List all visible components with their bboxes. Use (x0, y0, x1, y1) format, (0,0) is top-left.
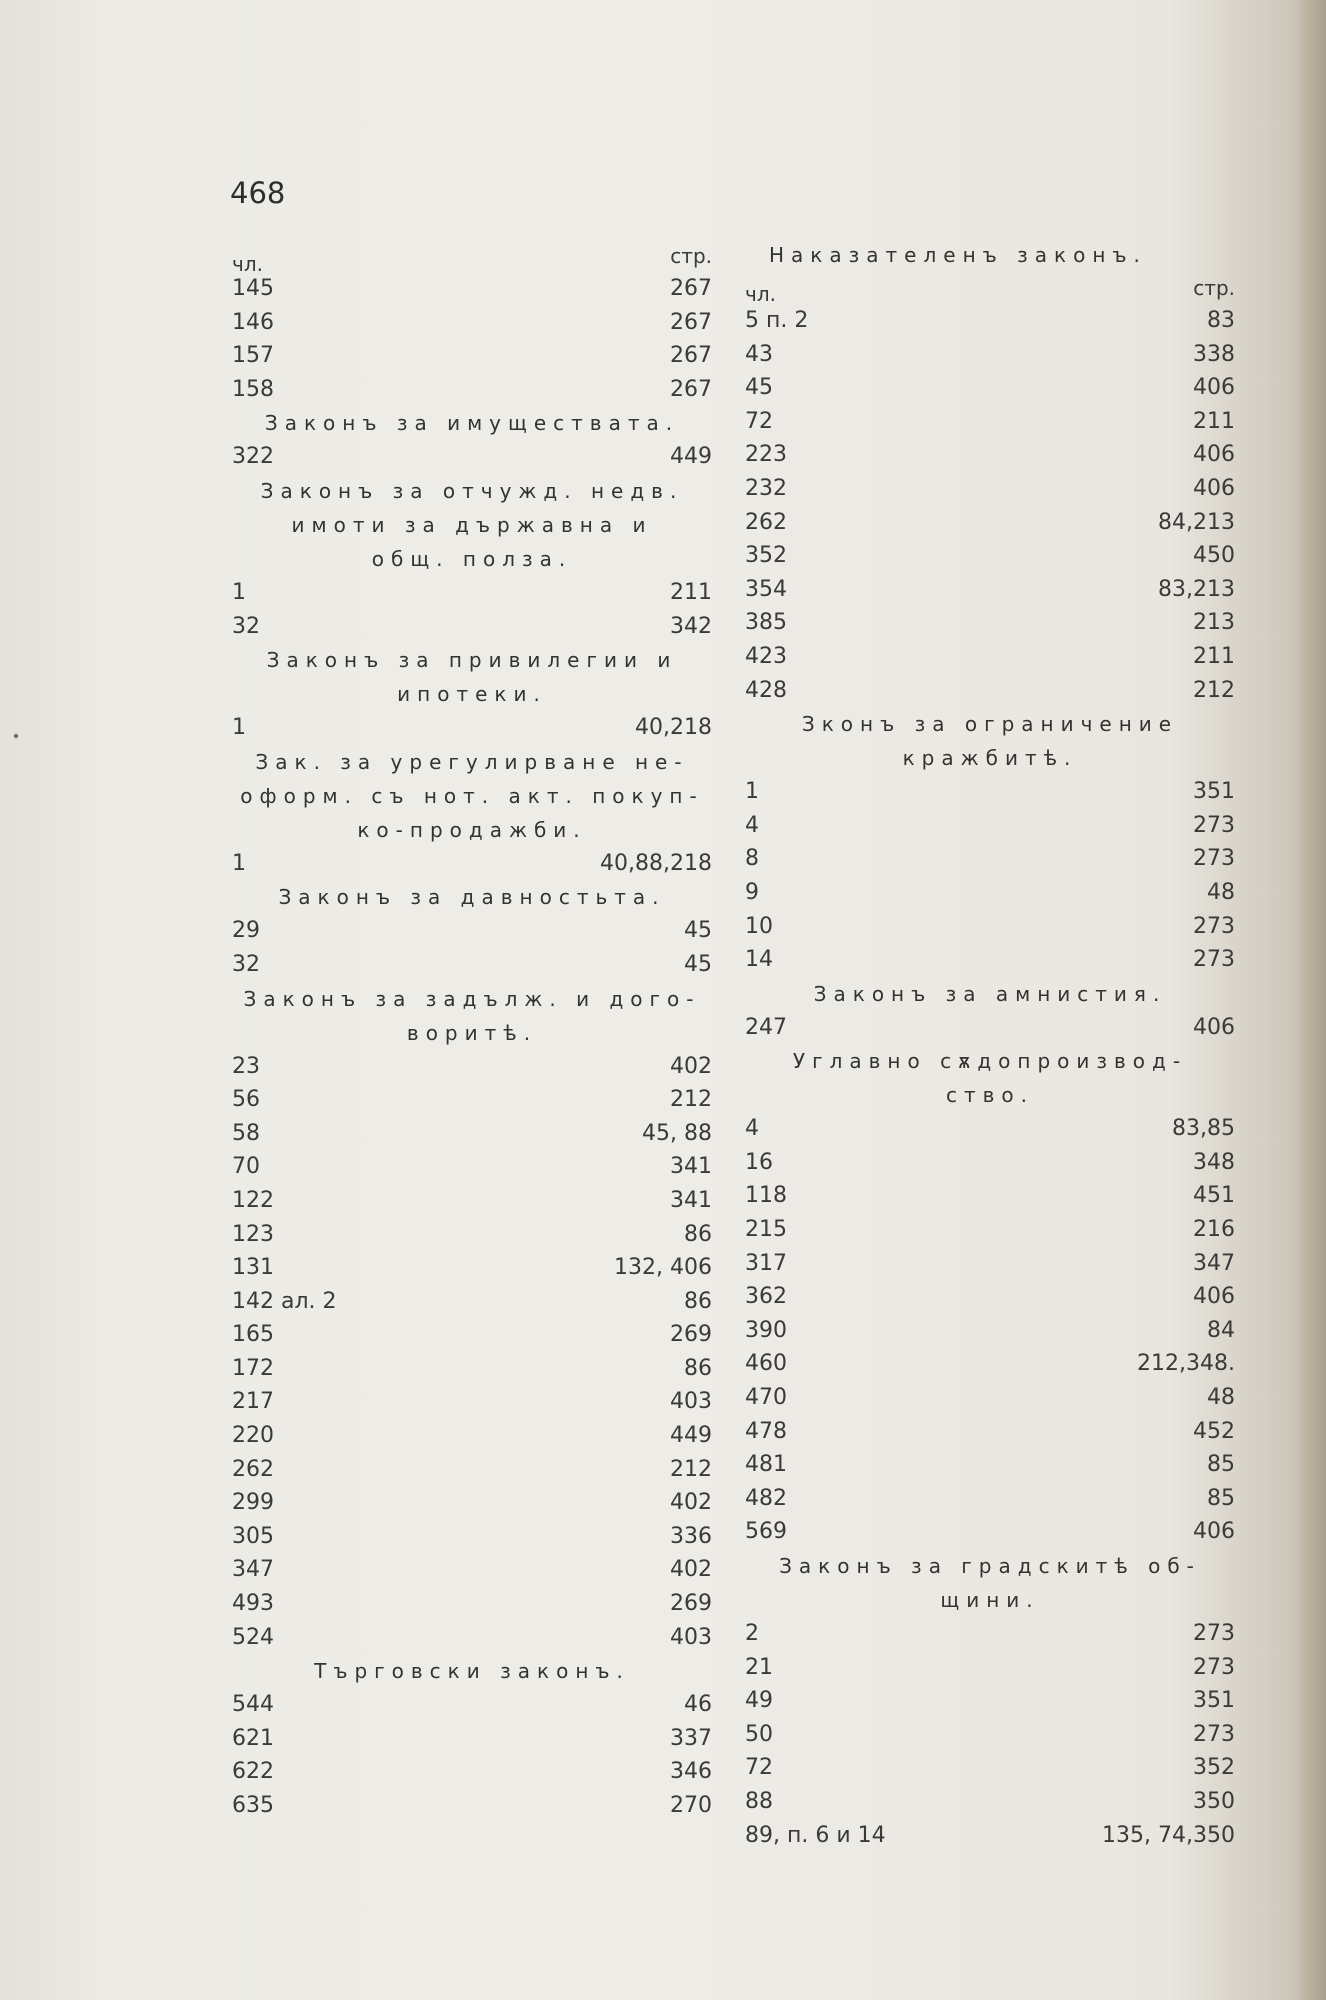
index-entry (745, 775, 1235, 809)
page-reference: 273 (1193, 846, 1235, 872)
page-reference: 273 (1193, 1621, 1235, 1646)
index-entry (745, 1785, 1235, 1819)
article-number: 215 (745, 1217, 787, 1243)
index-entry (232, 1419, 712, 1453)
page-reference: 216 (1193, 1217, 1235, 1243)
index-entry (232, 576, 712, 610)
law-heading-line: Законъ за задълж. и дого- (243, 986, 701, 1011)
article-number: 16 (745, 1149, 773, 1175)
article-number: 262 (232, 1456, 274, 1482)
page-reference: 406 (1193, 442, 1235, 468)
index-entry (232, 1050, 712, 1084)
article-number: 322 (232, 444, 274, 470)
page-reference: 273 (1193, 1654, 1235, 1680)
page-reference: 132, 406 (614, 1255, 712, 1281)
page-reference: 211 (1193, 408, 1235, 434)
article-number: 131 (232, 1255, 274, 1281)
index-entry (745, 943, 1235, 977)
page-reference: 86 (684, 1355, 712, 1381)
article-number: 1 (232, 850, 246, 876)
article-header: чл. (232, 252, 263, 276)
article-number: 2 (745, 1621, 759, 1646)
law-heading-line: Зак. за урегулирване не- (255, 749, 689, 774)
article-number: 32 (232, 951, 260, 977)
article-number: 23 (232, 1053, 260, 1079)
page-reference: 46 (684, 1692, 712, 1718)
index-entry (745, 1381, 1235, 1415)
index-entry (232, 1486, 712, 1520)
article-number: 118 (745, 1183, 787, 1209)
index-entry (232, 272, 712, 306)
index-entry (745, 573, 1235, 607)
page-reference: 452 (1193, 1418, 1235, 1444)
page-reference: 346 (670, 1759, 712, 1785)
book-spine-shadow (1300, 0, 1326, 2000)
law-heading-line: ство. (945, 1083, 1035, 1108)
index-entry (745, 1515, 1235, 1549)
page-reference: 40,88,218 (600, 850, 712, 876)
law-heading-line: Законъ за амнистия. (813, 981, 1167, 1006)
right-index-entries (745, 304, 1235, 1852)
article-number: 524 (232, 1624, 274, 1650)
page-reference: 45, 88 (642, 1120, 712, 1146)
index-entry (232, 914, 712, 948)
page-reference: 273 (1193, 913, 1235, 939)
index-entry (745, 842, 1235, 876)
left-index-entries (232, 272, 712, 1823)
index-entry (232, 847, 712, 881)
article-number: 569 (745, 1519, 787, 1545)
index-entry (232, 711, 712, 745)
page-reference: 84,213 (1158, 509, 1235, 535)
article-number: 470 (745, 1385, 787, 1411)
index-entry (232, 1453, 712, 1487)
index-entry (232, 1218, 712, 1252)
article-number: 123 (232, 1221, 274, 1247)
law-heading-line: Търговски законъ. (314, 1659, 630, 1684)
article-number: 142 ал. 2 (232, 1288, 337, 1314)
article-number: 45 (745, 375, 773, 401)
index-entry (745, 1112, 1235, 1146)
index-entry (232, 373, 712, 407)
article-number: 347 (232, 1557, 274, 1583)
left-index-column (232, 240, 712, 1823)
article-number: 146 (232, 309, 274, 335)
page-reference: 406 (1193, 1519, 1235, 1545)
article-number: 317 (745, 1250, 787, 1276)
law-heading-line: Законъ за градскитѣ об- (779, 1554, 1201, 1578)
right-index-column (745, 238, 1235, 1852)
article-number: 460 (745, 1351, 787, 1377)
page-reference: 402 (670, 1557, 712, 1583)
index-entry (232, 1621, 712, 1655)
article-number: 362 (745, 1284, 787, 1310)
page-reference: 45 (684, 951, 712, 977)
article-number: 10 (745, 913, 773, 939)
index-entry (745, 405, 1235, 439)
article-number: 172 (232, 1355, 274, 1381)
article-number: 217 (232, 1389, 274, 1415)
article-number: 72 (745, 1755, 773, 1781)
index-entry (232, 1553, 712, 1587)
index-entry (745, 1684, 1235, 1718)
index-entry (232, 610, 712, 644)
index-entry (745, 1718, 1235, 1752)
page-reference: 406 (1193, 475, 1235, 501)
page-reference: 212 (1193, 677, 1235, 703)
index-entry (745, 910, 1235, 944)
article-number: 247 (745, 1014, 787, 1040)
page-reference: 211 (670, 579, 712, 605)
index-entry (745, 472, 1235, 506)
law-heading-line: Законъ за привилегии и (266, 648, 678, 673)
article-number: 72 (745, 408, 773, 434)
article-number: 21 (745, 1654, 773, 1680)
index-entry (745, 1213, 1235, 1247)
article-number: 32 (232, 613, 260, 639)
page-reference: 273 (1193, 947, 1235, 973)
index-entry (232, 1755, 712, 1789)
article-number: 49 (745, 1688, 773, 1714)
page-reference: 406 (1193, 1284, 1235, 1310)
page-reference: 48 (1207, 1385, 1235, 1411)
index-entry (745, 1651, 1235, 1685)
article-number: 493 (232, 1591, 274, 1617)
page-reference: 273 (1193, 1721, 1235, 1747)
index-entry (745, 640, 1235, 674)
article-number: 1 (232, 715, 246, 741)
index-entry (745, 606, 1235, 640)
article-number: 29 (232, 918, 260, 944)
article-number: 4 (745, 812, 759, 838)
page-reference: 211 (1193, 643, 1235, 669)
index-entry (745, 1247, 1235, 1281)
section-heading: Наказателенъ законъ. (769, 243, 1147, 267)
index-entry (745, 1617, 1235, 1651)
page-reference: 267 (670, 376, 712, 402)
page-reference: 212 (670, 1087, 712, 1113)
index-entry (745, 876, 1235, 910)
article-number: 428 (745, 677, 787, 703)
page-header: стр. (1193, 276, 1235, 300)
index-entry (232, 1722, 712, 1756)
page-reference: 40,218 (635, 715, 712, 741)
index-entry (232, 1688, 712, 1722)
index-entry (232, 339, 712, 373)
page-reference: 403 (670, 1624, 712, 1650)
page-reference: 85 (1207, 1452, 1235, 1478)
page-reference: 83,85 (1172, 1116, 1235, 1142)
law-heading-line: Зконъ за ограничение (801, 712, 1179, 737)
page-reference: 451 (1193, 1183, 1235, 1209)
article-number: 158 (232, 376, 274, 402)
index-entry (232, 440, 712, 474)
page-reference: 406 (1193, 1014, 1235, 1040)
index-entry (232, 1117, 712, 1151)
article-number: 622 (232, 1759, 274, 1785)
index-entry (745, 338, 1235, 372)
page-reference: 85 (1207, 1485, 1235, 1511)
article-number: 70 (232, 1154, 260, 1180)
index-entry (745, 1179, 1235, 1213)
page-reference: 86 (684, 1221, 712, 1247)
law-heading-line: Законъ за давностьта. (278, 885, 666, 910)
page-reference: 48 (1207, 879, 1235, 905)
law-heading-line: кражбитѣ. (902, 746, 1078, 771)
article-number: 1 (745, 779, 759, 805)
law-heading-line: Углавно сѫдопроизвод- (792, 1049, 1188, 1074)
column-header (232, 240, 712, 276)
page-reference: 84 (1207, 1317, 1235, 1343)
index-entry (745, 1482, 1235, 1516)
article-header: чл. (745, 282, 776, 306)
article-number: 544 (232, 1692, 274, 1718)
index-entry (232, 1318, 712, 1352)
index-entry (745, 1415, 1235, 1449)
page-reference: 449 (670, 1423, 712, 1449)
article-number: 14 (745, 947, 773, 973)
index-entry (745, 506, 1235, 540)
article-number: 352 (745, 543, 787, 569)
index-entry (745, 1146, 1235, 1180)
article-number: 305 (232, 1523, 274, 1549)
article-number: 122 (232, 1187, 274, 1213)
page-reference: 269 (670, 1591, 712, 1617)
ink-speck (14, 734, 18, 738)
page-reference: 135, 74,350 (1102, 1822, 1235, 1848)
article-number: 232 (745, 475, 787, 501)
page-reference: 403 (670, 1389, 712, 1415)
index-entry (232, 1789, 712, 1823)
page-reference: 269 (670, 1322, 712, 1348)
page-reference: 267 (670, 276, 712, 301)
article-number: 56 (232, 1087, 260, 1113)
page-reference: 351 (1193, 779, 1235, 805)
index-entry (745, 1314, 1235, 1348)
article-number: 481 (745, 1452, 787, 1478)
page-reference: 449 (670, 444, 712, 470)
law-heading-line: общ. полза. (371, 546, 573, 571)
article-number: 635 (232, 1793, 274, 1818)
index-entry (232, 1352, 712, 1386)
index-entry (745, 1819, 1235, 1853)
index-entry (745, 1347, 1235, 1381)
page-reference: 270 (670, 1793, 712, 1818)
page-reference: 450 (1193, 543, 1235, 569)
article-number: 157 (232, 343, 274, 369)
article-number: 8 (745, 846, 759, 872)
law-heading-line: ипотеки. (397, 682, 547, 707)
article-number: 478 (745, 1418, 787, 1444)
page-reference: 347 (1193, 1250, 1235, 1276)
page-reference: 337 (670, 1725, 712, 1751)
page-reference: 86 (684, 1288, 712, 1314)
page-header: стр. (670, 244, 712, 268)
page-reference: 350 (1193, 1788, 1235, 1814)
index-entry (232, 1587, 712, 1621)
page-reference: 336 (670, 1523, 712, 1549)
page-number: 468 (230, 176, 286, 210)
index-entry (745, 539, 1235, 573)
page-reference: 213 (1193, 610, 1235, 636)
article-number: 58 (232, 1120, 260, 1146)
index-entry (745, 1011, 1235, 1045)
article-number: 4 (745, 1116, 759, 1142)
page-reference: 341 (670, 1154, 712, 1180)
law-heading-line: щини. (940, 1588, 1040, 1612)
page-reference: 348 (1193, 1149, 1235, 1175)
index-entry (745, 371, 1235, 405)
index-entry (232, 1083, 712, 1117)
index-entry (745, 304, 1235, 338)
index-entry (745, 1448, 1235, 1482)
law-heading-line: Законъ за отчужд. недв. (260, 478, 684, 503)
index-entry (232, 306, 712, 340)
law-heading-line: воритѣ. (406, 1020, 538, 1045)
page-reference: 267 (670, 343, 712, 369)
article-number: 50 (745, 1721, 773, 1747)
index-entry (745, 1751, 1235, 1785)
page-reference: 212 (670, 1456, 712, 1482)
page-reference: 267 (670, 309, 712, 335)
index-entry (232, 1184, 712, 1218)
page-reference: 406 (1193, 375, 1235, 401)
page-reference: 342 (670, 613, 712, 639)
index-entry (232, 948, 712, 982)
article-number: 390 (745, 1317, 787, 1343)
law-heading-line: ко-продажби. (357, 817, 587, 842)
index-entry (232, 1285, 712, 1319)
page-reference: 273 (1193, 812, 1235, 838)
index-entry (745, 809, 1235, 843)
article-number: 88 (745, 1788, 773, 1814)
column-header (745, 272, 1235, 304)
page-reference: 83,213 (1158, 576, 1235, 602)
article-number: 299 (232, 1490, 274, 1516)
page-reference: 341 (670, 1187, 712, 1213)
law-heading-line: Законъ за имуществата. (264, 411, 680, 436)
index-entry (232, 1385, 712, 1419)
article-number: 621 (232, 1725, 274, 1751)
page-reference: 212,348. (1137, 1351, 1235, 1377)
article-number: 354 (745, 576, 787, 602)
index-entry (232, 1251, 712, 1285)
index-entry (745, 1280, 1235, 1314)
article-number: 482 (745, 1485, 787, 1511)
page-reference: 352 (1193, 1755, 1235, 1781)
page-reference: 402 (670, 1490, 712, 1516)
article-number: 165 (232, 1322, 274, 1348)
index-entry (745, 674, 1235, 708)
page-reference: 402 (670, 1053, 712, 1079)
index-entry (745, 438, 1235, 472)
page-reference: 351 (1193, 1688, 1235, 1714)
index-entry (232, 1150, 712, 1184)
index-entry (232, 1520, 712, 1554)
article-number: 262 (745, 509, 787, 535)
law-heading-line: оформ. съ нот. акт. покуп- (240, 783, 704, 808)
article-number: 9 (745, 879, 759, 905)
page-reference: 45 (684, 918, 712, 944)
article-number: 385 (745, 610, 787, 636)
article-number: 43 (745, 341, 773, 367)
page-reference: 83 (1207, 308, 1235, 333)
law-heading-line: имоти за държавна и (291, 512, 653, 537)
article-number: 5 п. 2 (745, 308, 809, 333)
page-reference: 338 (1193, 341, 1235, 367)
article-number: 220 (232, 1423, 274, 1449)
article-number: 89, п. 6 и 14 (745, 1822, 886, 1848)
article-number: 423 (745, 643, 787, 669)
article-number: 223 (745, 442, 787, 468)
article-number: 1 (232, 579, 246, 605)
article-number: 145 (232, 276, 274, 301)
